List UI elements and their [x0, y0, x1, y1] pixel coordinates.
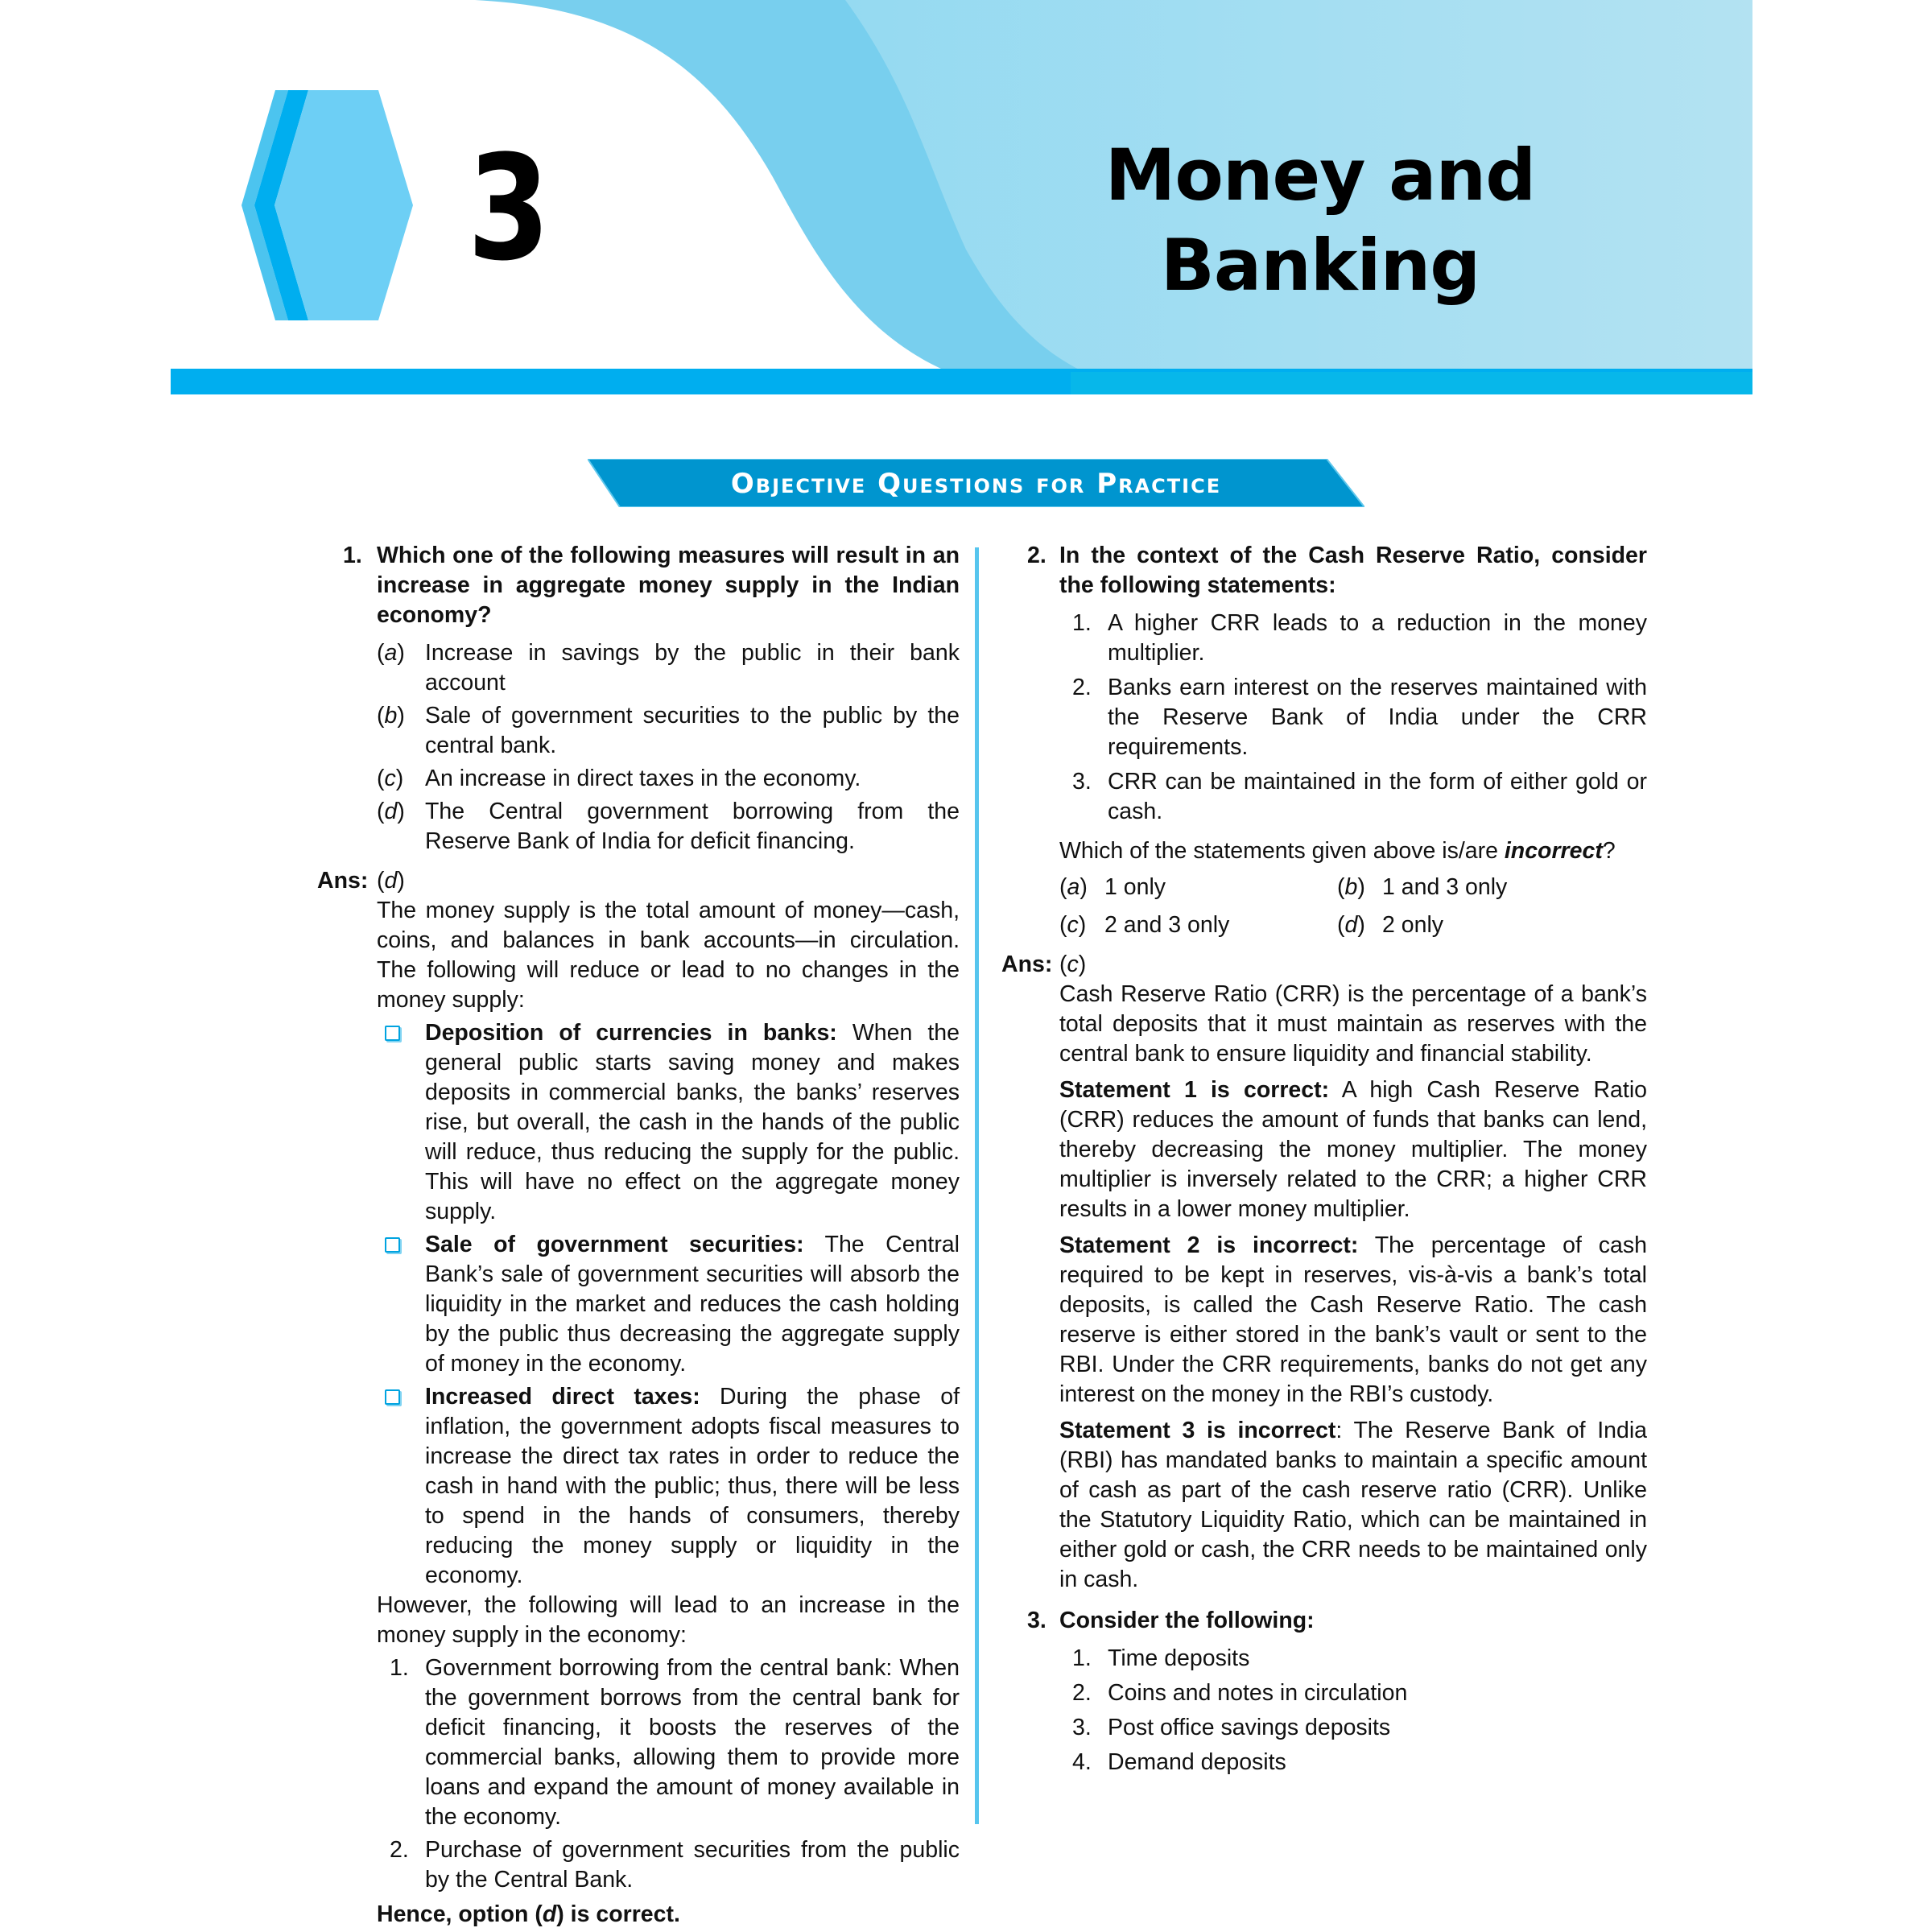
bullet-title: Increased direct taxes:	[425, 1384, 700, 1410]
bullet-item	[306, 1018, 960, 1227]
question-text: In the context of the Cash Reserve Ratio, consider the following statements:	[1059, 543, 1647, 598]
explanation-statement-3: Statement 3 is incorrect: The Reserve Bank of India (RBI) has mandated banks to maintain a specific amount of cash as part of the cash reserve ratio (CRR). Unlike the Statutory Liquidity Ratio, which can be maintained in either gold or cash, the CRR needs to be maintained only in cash.	[1059, 1418, 1647, 1592]
option-text: Increase in savings by the public in their bank account	[425, 640, 960, 696]
however-text: However, the following will lead to an increase in the money supply in the economy:	[377, 1592, 960, 1648]
item-text: Purchase of government securities from the public by the Central Bank.	[425, 1837, 960, 1893]
answer-value: c	[1067, 952, 1079, 977]
question-3	[989, 1606, 1647, 1636]
options-grid	[989, 873, 1647, 940]
answer-value: d	[384, 868, 398, 894]
conclusion: Hence, option (d) is correct.	[377, 1901, 680, 1927]
which-prompt: Which of the statements given above is/are incorrect?	[1059, 838, 1616, 864]
explanation-statement-2: Statement 2 is incorrect: The percentage of cash required to be kept in reserves, vis-à-vis a bank’s total deposits, is called the Cash Reserve Ratio. The cash reserve is either stored in the bank’s vault or sent to the RBI. Under the CRR requirements, banks do not get any interest on the money in the RBI’s custody.	[1059, 1232, 1647, 1407]
list-item: 1. Time deposits	[1072, 1645, 1250, 1671]
option-d: (d) The Central government borrowing from the Reserve Bank of India for deficit financing.	[377, 799, 960, 854]
bullet-title: Sale of government securities:	[425, 1232, 804, 1257]
chapter-number: 3	[467, 125, 551, 293]
option-b: (b) Sale of government securities to the public by the central bank.	[377, 703, 960, 758]
bullet-text: During the phase of inflation, the government adopts fiscal measures to increase the direct tax rates in order to reduce the cash in hand with the public; thus, there will be less to spend in the hands of consumers, thereby reducing the money supply or liquidity in the economy.	[425, 1384, 960, 1588]
checkbox-bullet-icon	[385, 1026, 400, 1041]
statement-item	[989, 609, 1647, 668]
option-label: d	[384, 799, 398, 824]
statement-text: Banks earn interest on the reserves maintained with the Reserve Bank of India under the CRR requirements.	[1108, 675, 1647, 760]
option-label: b	[384, 703, 398, 729]
right-column	[989, 541, 1647, 1782]
bullet-text: When the general public starts saving money and makes deposits in commercial banks, the banks’ reserves rise, but overall, the cash in the hands of the public will reduce, thus reducing the supply for the public. This will have no effect on the aggregate money supply.	[425, 1020, 960, 1224]
option-text: An increase in direct taxes in the economy.	[425, 766, 861, 791]
chapter-title-line2: Banking	[1160, 224, 1480, 307]
item-number: 1.	[390, 1655, 409, 1681]
bullet-text: The Central Bank’s sale of government securities will absorb the liquidity in the market and reduces the cash holding by the public thus decreasing the aggregate supply of money in the economy.	[425, 1232, 960, 1377]
question-number: 1.	[343, 543, 362, 568]
column-divider	[975, 547, 979, 1824]
increase-item	[306, 1835, 960, 1895]
checkbox-bullet-icon	[385, 1389, 400, 1405]
statement-text: CRR can be maintained in the form of either gold or cash.	[1108, 769, 1647, 824]
chapter-title	[1071, 130, 1570, 311]
option-text: Sale of government securities to the public by the central bank.	[425, 703, 960, 758]
question-number: 3.	[1027, 1608, 1046, 1633]
section-banner-title: Objective Questions for Practice	[730, 468, 1222, 500]
statement-number: 3.	[1072, 769, 1092, 795]
explanation-statement-1: Statement 1 is correct: A high Cash Reserve Ratio (CRR) reduces the amount of funds that banks can lend, thereby decreasing the money multiplier. The money multiplier is inversely related to the CRR; a higher CRR results in a lower money multiplier.	[1059, 1077, 1648, 1222]
statement-item	[989, 673, 1647, 762]
option-c: (c) An increase in direct taxes in the economy.	[377, 766, 861, 791]
statement-number: 1.	[1072, 610, 1092, 636]
statement-item	[989, 767, 1647, 827]
question-number: 2.	[1027, 543, 1046, 568]
bullet-item	[306, 1230, 960, 1379]
list-item: 4. Demand deposits	[1072, 1749, 1286, 1775]
answer-intro: Cash Reserve Ratio (CRR) is the percentage of a bank’s total deposits that it must maintain as reserves with the central bank to ensure liquidity and financial stability.	[1059, 981, 1647, 1067]
statement-text: A higher CRR leads to a reduction in the money multiplier.	[1108, 610, 1647, 666]
bullet-item	[306, 1382, 960, 1591]
answer-2: Ans: (c)	[989, 950, 1647, 980]
bullet-title: Deposition of currencies in banks:	[425, 1020, 837, 1046]
list-item: 2. Coins and notes in circulation	[1072, 1680, 1408, 1706]
checkbox-bullet-icon	[385, 1237, 400, 1253]
item-number: 2.	[390, 1837, 409, 1863]
answer-1: Ans: (d)	[306, 866, 960, 896]
increase-item	[306, 1653, 960, 1832]
chapter-header-artwork	[0, 0, 1932, 419]
option-d: (d) 2 only	[1337, 912, 1444, 938]
option-a: (a) Increase in savings by the public in their bank account	[377, 640, 960, 696]
option-b: (b) 1 and 3 only	[1337, 874, 1508, 900]
question-text: Consider the following:	[1059, 1608, 1315, 1633]
question-text: Which one of the following measures will result in an increase in aggregate money supply in the Indian economy?	[377, 543, 960, 628]
question-2	[989, 541, 1647, 601]
answer-label: Ans:	[1001, 952, 1053, 977]
option-text: The Central government borrowing from the Reserve Bank of India for deficit financing.	[425, 799, 960, 854]
statement-number: 2.	[1072, 675, 1092, 700]
answer-intro: The money supply is the total amount of money—cash, coins, and balances in bank accounts—in circulation. The following will reduce or lead to no changes in the money supply:	[377, 898, 960, 1013]
answer-label: Ans:	[317, 868, 369, 894]
item-text: Government borrowing from the central bank: When the government borrows from the central bank for deficit financing, it boosts the reserves of the commercial banks, allowing them to provide more loans and expand the amount of money available in the economy.	[425, 1655, 960, 1830]
question-1	[306, 541, 960, 630]
list-item: 3. Post office savings deposits	[1072, 1715, 1391, 1740]
option-label: a	[384, 640, 398, 666]
option-label: c	[384, 766, 396, 791]
left-column	[306, 541, 960, 1930]
option-a: (a) 1 only	[1059, 874, 1166, 900]
chapter-title-line1: Money and	[1104, 134, 1536, 217]
option-c: (c) 2 and 3 only	[1059, 912, 1230, 938]
